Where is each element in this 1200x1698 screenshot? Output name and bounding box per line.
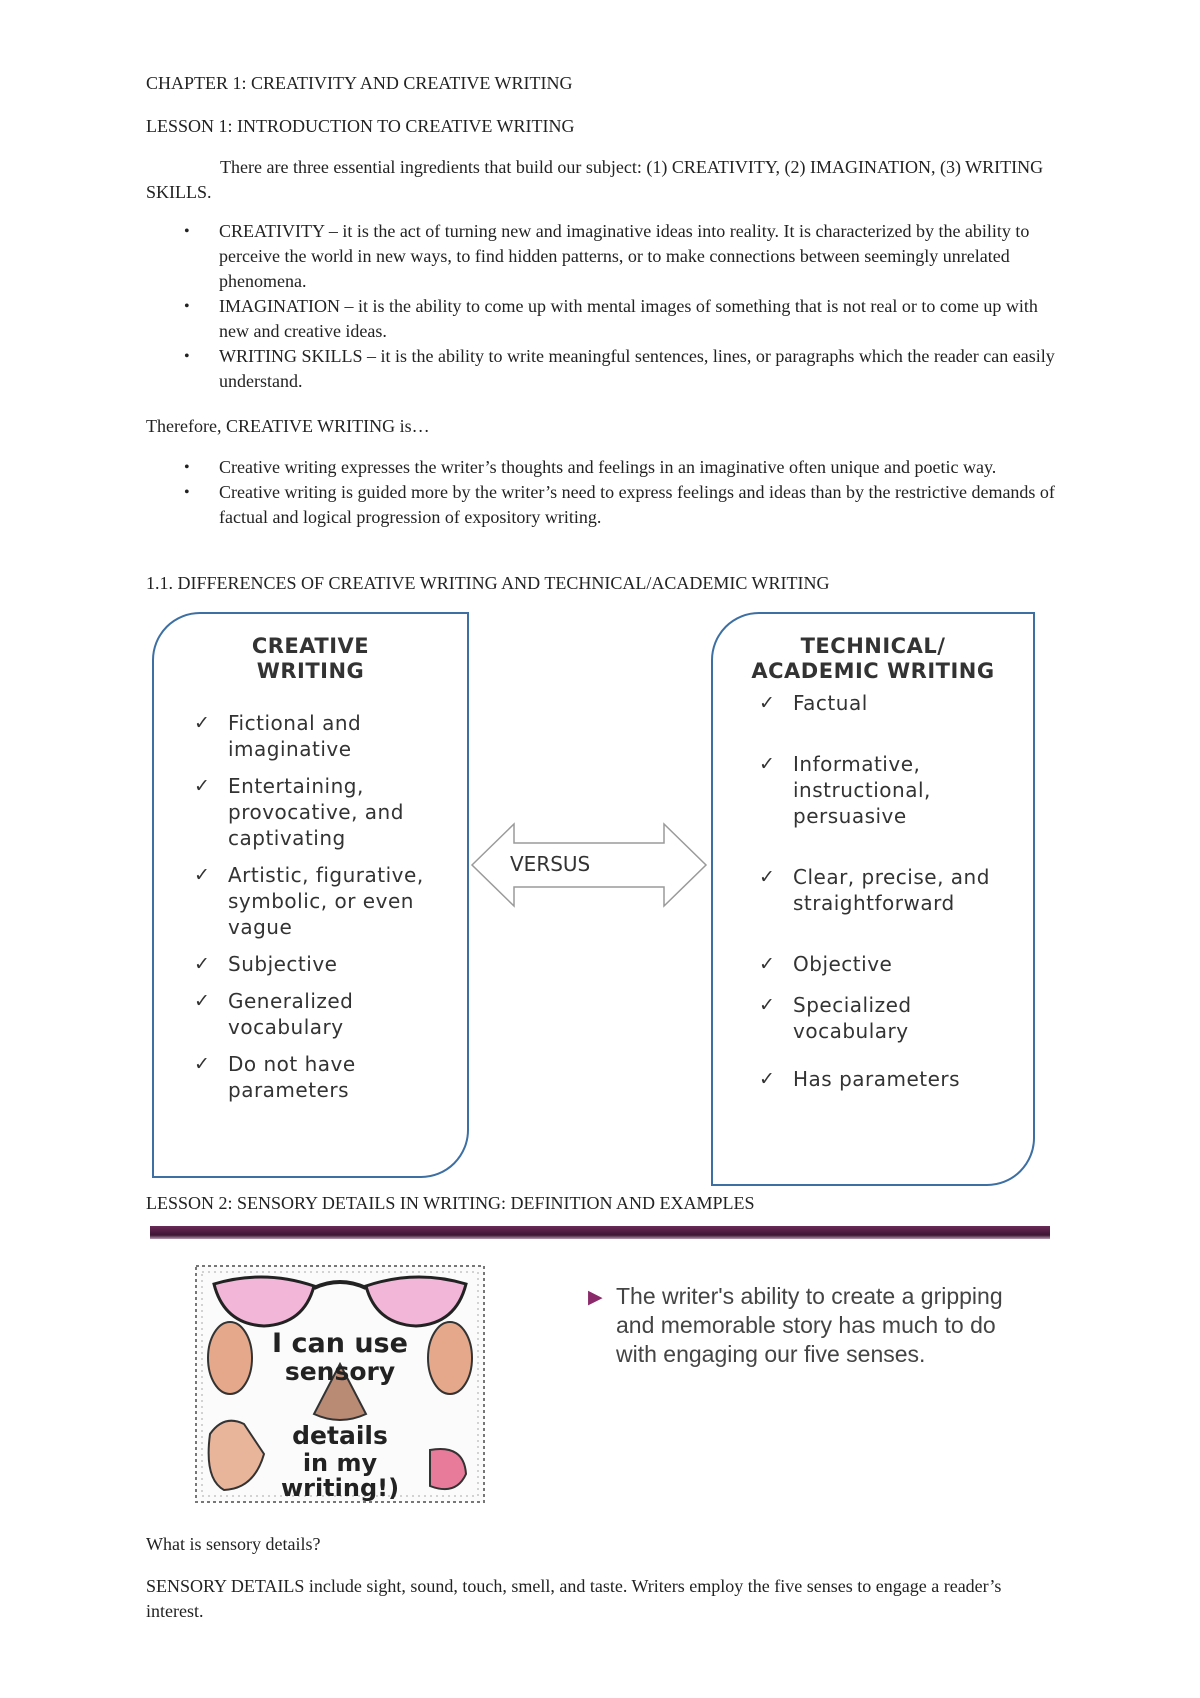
check-icon: ✓ <box>194 953 211 975</box>
check-icon: ✓ <box>194 864 211 886</box>
check-icon: ✓ <box>759 953 776 975</box>
check-icon: ✓ <box>759 866 776 888</box>
sensory-question: What is sensory details? <box>146 1534 321 1554</box>
list-item: ✓ Entertaining, provocative, and captivating <box>194 774 404 850</box>
bullet-icon: • <box>184 459 190 476</box>
sensory-face-icon <box>194 1264 486 1504</box>
list-item: ✓ Fictional and imaginative <box>194 711 362 761</box>
triangle-bullet-icon: ▶ <box>588 1287 603 1308</box>
lesson-1-title: LESSON 1: INTRODUCTION TO CREATIVE WRITING <box>146 116 575 136</box>
technical-features-list <box>675 690 1033 1092</box>
bullet-icon: • <box>184 223 190 240</box>
definition-list <box>146 455 1062 530</box>
technical-writing-box <box>711 612 1035 1186</box>
versus-label: VERSUS <box>510 852 591 876</box>
section-1-1-title: 1.1. DIFFERENCES OF CREATIVE WRITING AND TECHNICAL/ACADEMIC WRITING <box>146 573 830 593</box>
bullet-icon: • <box>184 484 190 501</box>
slide-banner <box>150 1226 1050 1239</box>
versus-arrow <box>470 822 708 908</box>
creative-features-list <box>110 710 467 1103</box>
slide-quote-text: The writer's ability to create a gripping and memorable story has much to do with engaging our five senses. <box>616 1283 1003 1367</box>
technical-box-title-line1: TECHNICAL/ <box>800 634 946 658</box>
bullet-icon: • <box>184 348 190 365</box>
illus-text-line3: details <box>292 1421 388 1450</box>
check-icon: ✓ <box>759 753 776 775</box>
list-item: ✓ Specialized vocabulary <box>759 993 912 1043</box>
check-icon: ✓ <box>759 994 776 1016</box>
list-item: ✓ Clear, precise, and straightforward <box>759 865 990 915</box>
intro-paragraph: There are three essential ingredients that build our subject: (1) CREATIVITY, (2) IMAGINATION, (3) WRITING SKILLS. <box>146 157 1044 202</box>
list-item: • IMAGINATION – it is the ability to come up with mental images of something that is not real or to come up with new and creative ideas. <box>184 296 1038 341</box>
illus-text-line4: in my <box>302 1449 378 1477</box>
sensory-definition: SENSORY DETAILS include sight, sound, touch, smell, and taste. Writers employ the five senses to engage a reader’s interest. <box>146 1576 1002 1621</box>
list-item: ✓ Informative, instructional, persuasive <box>759 752 931 828</box>
lesson-2-title: LESSON 2: SENSORY DETAILS IN WRITING: DEFINITION AND EXAMPLES <box>146 1193 755 1213</box>
list-item: • CREATIVITY – it is the act of turning new and imaginative ideas into reality. It is characterized by the ability to perceive the world in new ways, to find hidden patterns, or to make connections between seemingly unrelated phenomena. <box>184 221 1030 291</box>
slide-quote <box>588 1282 1028 1369</box>
chapter-title: CHAPTER 1: CREATIVITY AND CREATIVE WRITING <box>146 73 573 93</box>
list-item: • Creative writing expresses the writer’s thoughts and feelings in an imaginative often unique and poetic way. <box>146 455 1062 480</box>
ingredients-list <box>146 219 1062 394</box>
illus-text-line1: I can use <box>272 1328 408 1359</box>
check-icon: ✓ <box>194 990 211 1012</box>
bullet-icon: • <box>184 298 190 315</box>
list-item: ✓ Artistic, figurative, symbolic, or even vague <box>194 863 424 939</box>
list-item: ✓ Do not have parameters <box>194 1052 356 1102</box>
technical-box-title-line2: ACADEMIC WRITING <box>751 659 995 683</box>
illus-text-line5: writing!) <box>280 1474 400 1502</box>
check-icon: ✓ <box>759 1068 776 1090</box>
check-icon: ✓ <box>194 1053 211 1075</box>
list-item: ✓ Factual <box>759 691 868 715</box>
check-icon: ✓ <box>194 775 211 797</box>
list-item: ✓ Has parameters <box>759 1067 961 1091</box>
list-item: • WRITING SKILLS – it is the ability to write meaningful sentences, lines, or paragraphs which the reader can easily understand. <box>184 346 1055 391</box>
creative-box-title-line1: CREATIVE <box>251 634 370 658</box>
therefore-line: Therefore, CREATIVE WRITING is… <box>146 416 430 436</box>
list-item: ✓ Generalized vocabulary <box>194 989 354 1039</box>
list-item: ✓ Objective <box>759 952 893 976</box>
check-icon: ✓ <box>194 712 211 734</box>
list-item: ✓ Subjective <box>194 952 338 976</box>
creative-box-title-line2: WRITING <box>256 659 365 683</box>
list-item: • Creative writing is guided more by the writer’s need to express feelings and ideas than by the restrictive demands of factual and logical progression of expository writing. <box>184 482 1055 527</box>
creative-writing-box <box>152 612 469 1178</box>
check-icon: ✓ <box>759 692 776 714</box>
illus-text-line2: sensory <box>284 1357 396 1386</box>
sensory-illustration <box>194 1264 486 1504</box>
